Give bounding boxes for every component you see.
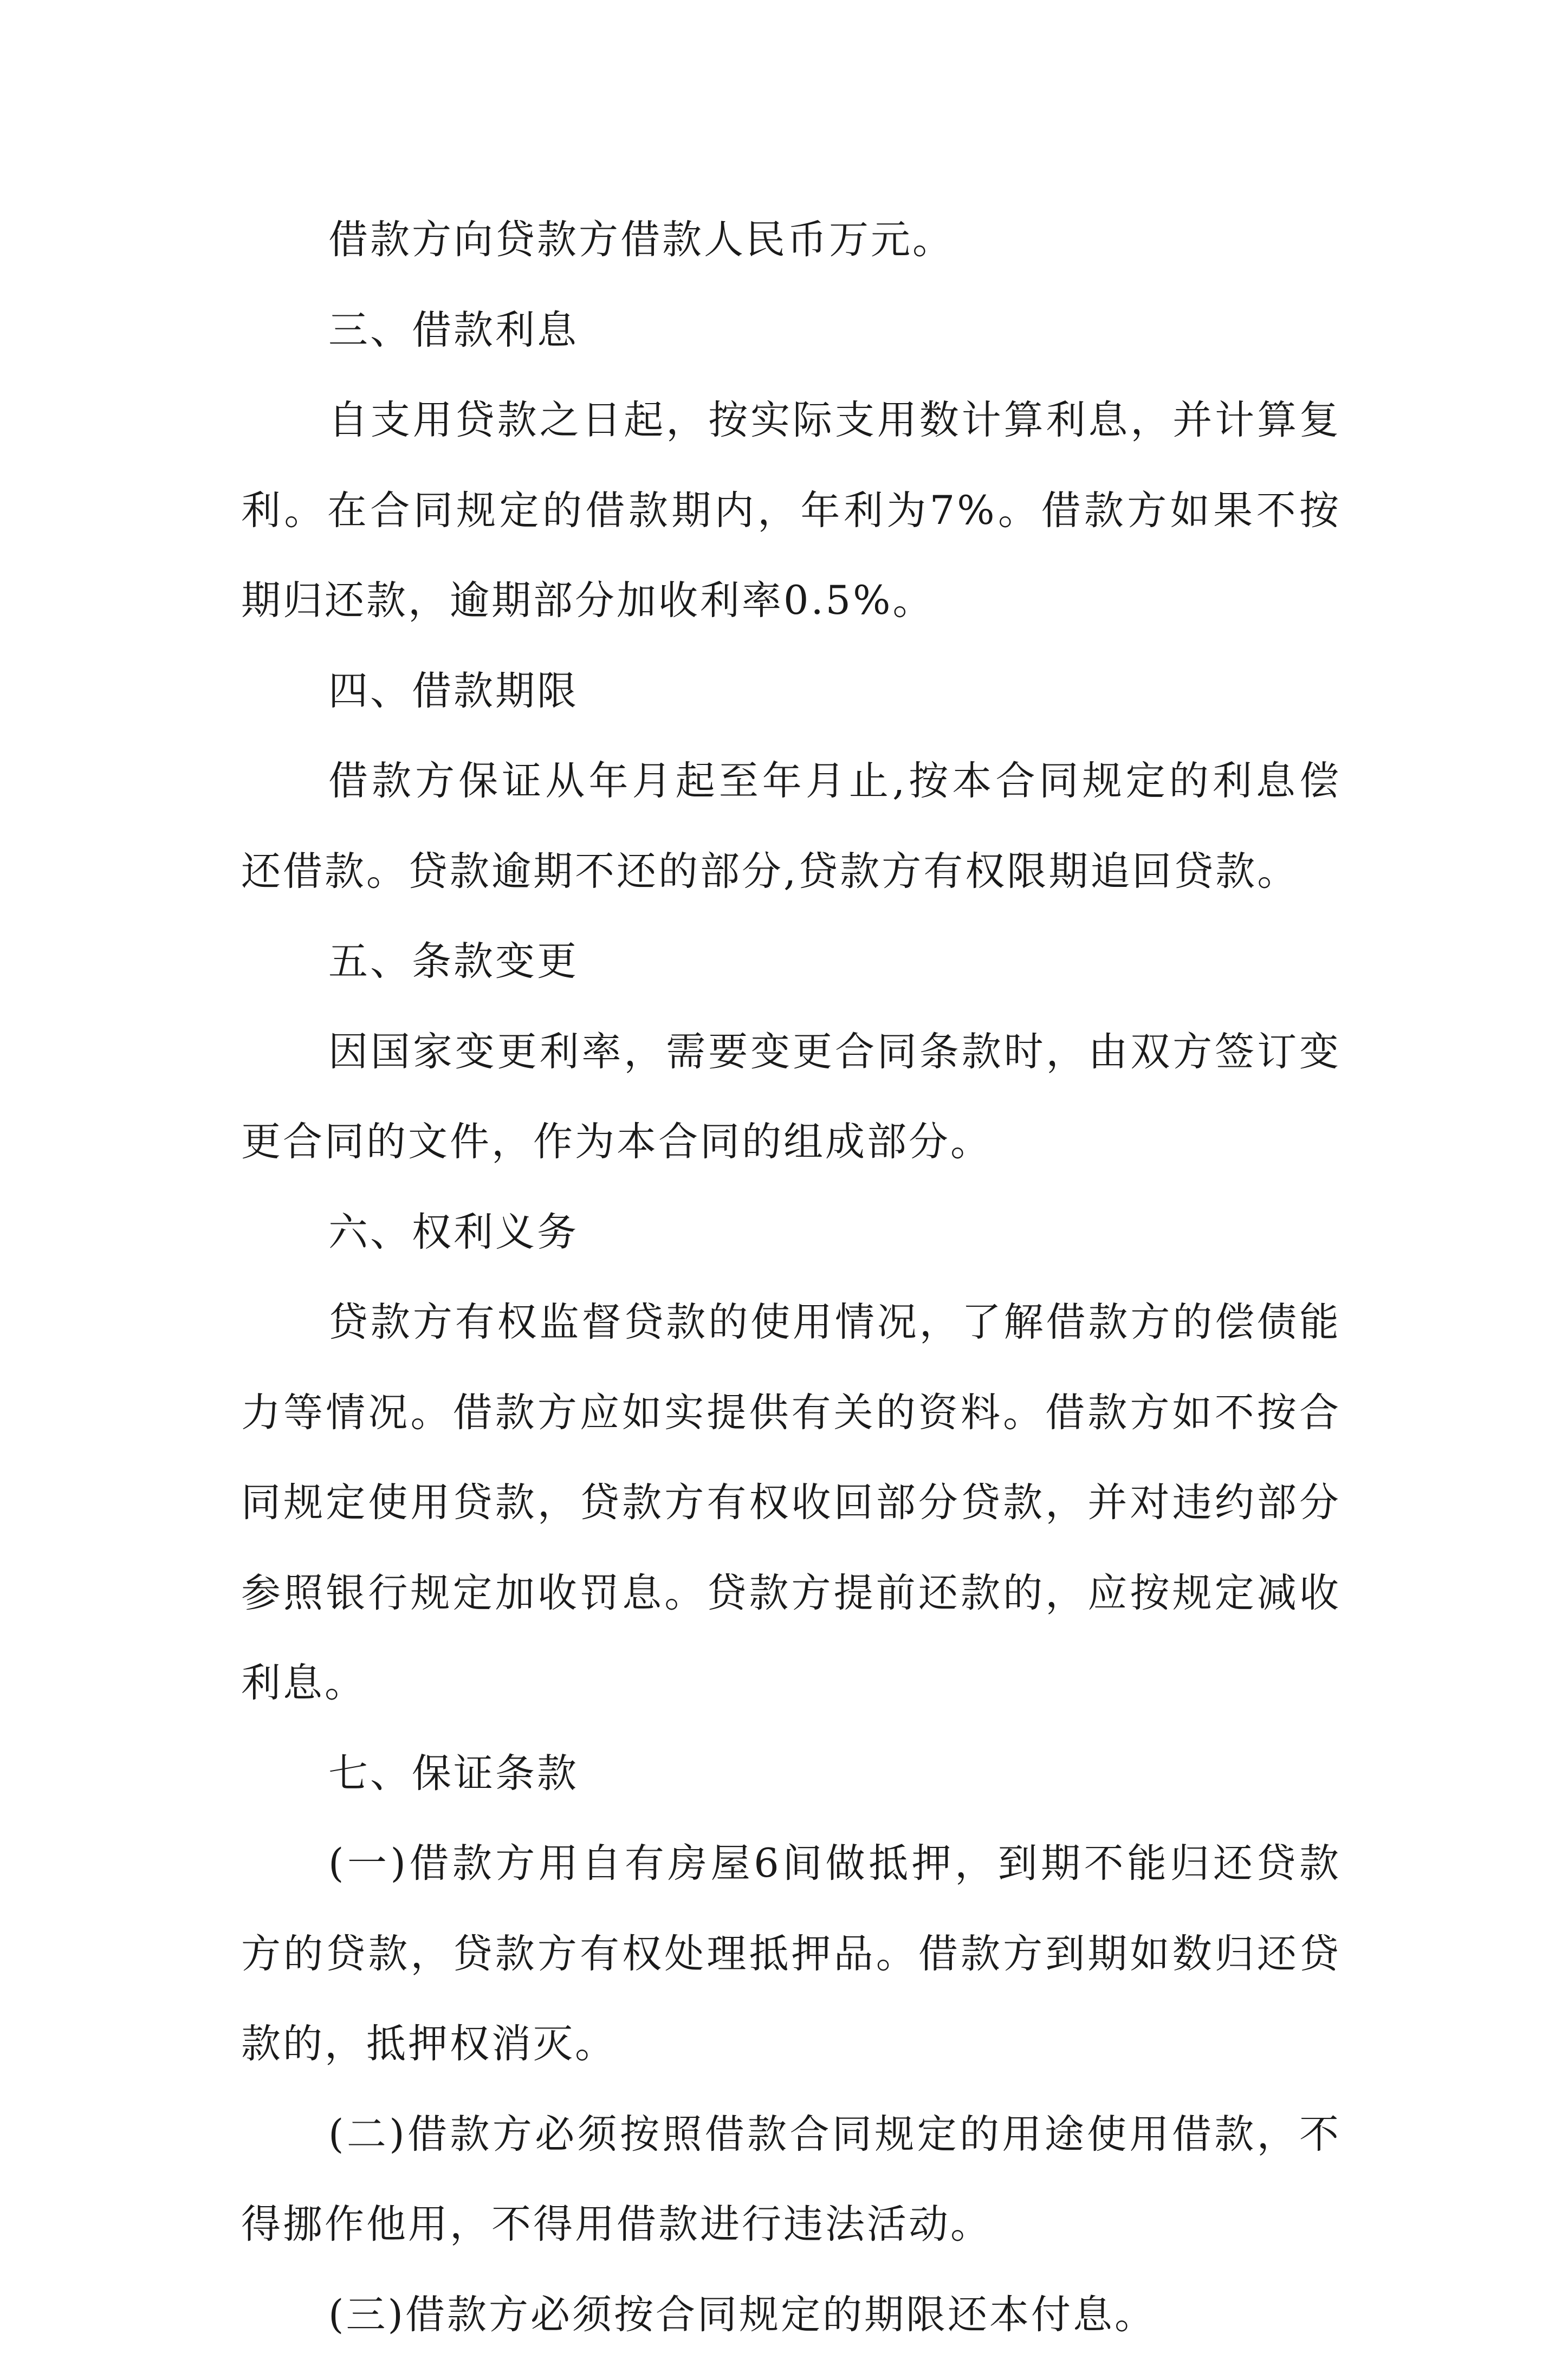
heading-term: 四、借款期限 <box>241 646 1341 737</box>
guarantee-clause-2: (二)借款方必须按照借款合同规定的用途使用借款，不得挪作他用，不得用借款进行违法活动。 <box>241 2090 1341 2270</box>
rights-obligations-paragraph: 贷款方有权监督贷款的使用情况，了解借款方的偿债能力等情况。借款方应如实提供有关的资料。借款方如不按合同规定使用贷款，贷款方有权收回部分贷款，并对违约部分参照银行规定加收罚息。贷款方提前还款的，应按规定减收利息。 <box>241 1278 1341 1729</box>
heading-interest: 三、借款利息 <box>241 286 1341 376</box>
term-paragraph: 借款方保证从年月起至年月止,按本合同规定的利息偿还借款。贷款逾期不还的部分,贷款方有权限期追回贷款。 <box>241 736 1341 917</box>
heading-guarantee: 七、保证条款 <box>241 1729 1341 1819</box>
guarantee-clause-1: (一)借款方用自有房屋6间做抵押，到期不能归还贷款方的贷款，贷款方有权处理抵押品。借款方到期如数归还贷款的，抵押权消灭。 <box>241 1819 1341 2090</box>
amendment-paragraph: 因国家变更利率，需要变更合同条款时，由双方签订变更合同的文件，作为本合同的组成部分。 <box>241 1007 1341 1188</box>
heading-amendment: 五、条款变更 <box>241 917 1341 1007</box>
loan-amount-paragraph: 借款方向贷款方借款人民币万元。 <box>241 195 1341 286</box>
guarantee-clause-3: (三)借款方必须按合同规定的期限还本付息。 <box>241 2270 1341 2360</box>
interest-paragraph: 自支用贷款之日起，按实际支用数计算利息，并计算复利。在合同规定的借款期内，年利为7%。借款方如果不按期归还款，逾期部分加收利率0.5%。 <box>241 375 1341 646</box>
heading-rights-obligations: 六、权利义务 <box>241 1188 1341 1278</box>
document-body <box>241 195 1341 2360</box>
